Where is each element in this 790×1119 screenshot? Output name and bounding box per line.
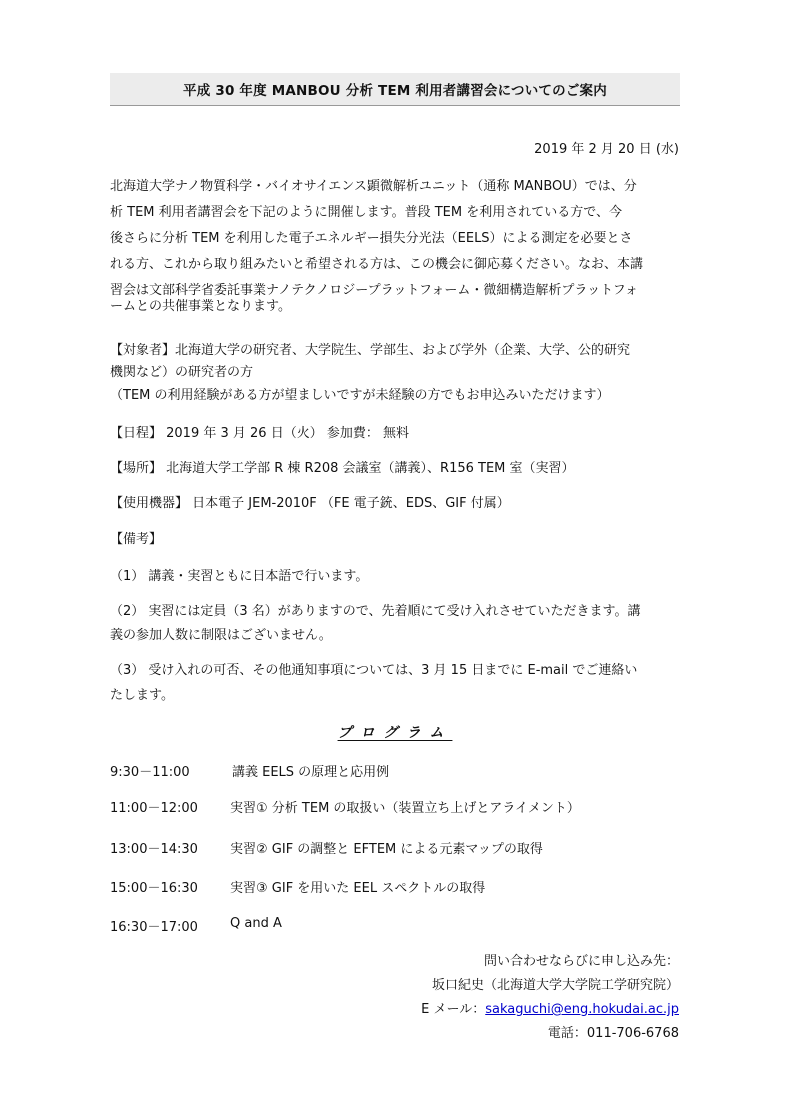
program-time: 16:30－17:00: [110, 920, 198, 935]
document-title: [110, 73, 680, 106]
schedule-line: 【日程】 2019 年 3 月 26 日（火） 参加費： 無料: [110, 426, 409, 441]
intro-line: れる方、これから取り組みたいと希望される方は、この機会に御応募ください。なお、本講: [110, 257, 644, 272]
program-title: プログラム: [337, 725, 453, 741]
intro-line: ームとの共催事業となります。: [110, 299, 291, 314]
note-item: （3） 受け入れの可否、その他通知事項については、3 月 15 日までに E-mail でご連絡い: [110, 663, 638, 678]
notes-heading: 【備考】: [110, 532, 163, 547]
program-desc: 実習① 分析 TEM の取扱い（装置立ち上げとアライメント）: [230, 801, 580, 816]
note-item: （2） 実習には定員（3 名）がありますので、先着順にて受け入れさせていただきます。講: [110, 604, 641, 619]
program-time: 15:00－16:30: [110, 881, 198, 896]
document-title-text: 平成 30 年度 MANBOU 分析 TEM 利用者講習会についてのご案内: [183, 83, 607, 99]
contact-email-label: E メール：: [421, 1002, 486, 1017]
contact-person: 坂口紀史（北海道大学大学院工学研究院）: [431, 978, 679, 993]
program-time: 9:30－11:00: [110, 765, 190, 780]
note-item: （1） 講義・実習ともに日本語で行います。: [110, 569, 369, 584]
contact-heading: 問い合わせならびに申し込み先：: [483, 954, 679, 969]
program-desc: 講義 EELS の原理と応用例: [232, 765, 390, 780]
program-time: 11:00－12:00: [110, 801, 198, 816]
note-item-cont: 義の参加人数に制限はございません。: [110, 628, 332, 643]
note-item-cont: たします。: [110, 688, 174, 703]
contact-email-link[interactable]: sakaguchi@eng.hokudai.ac.jp: [485, 1002, 679, 1017]
intro-line: 析 TEM 利用者講習会を下記のように開催します。普段 TEM を利用されている方で、今: [110, 205, 622, 220]
target-line: 機関など）の研究者の方: [110, 365, 254, 380]
target-line: 【対象者】北海道大学の研究者、大学院生、学部生、および学外（企業、大学、公的研究: [110, 343, 631, 358]
equipment-line: 【使用機器】 日本電子 JEM-2010F （FE 電子銃、EDS、GIF 付属）: [110, 496, 510, 511]
intro-line: 習会は文部科学省委託事業ナノテクノロジープラットフォーム・微細構造解析プラットフォ: [110, 283, 639, 298]
program-desc: 実習③ GIF を用いた EEL スペクトルの取得: [230, 881, 486, 896]
program-desc: 実習② GIF の調整と EFTEM による元素マップの取得: [230, 842, 543, 857]
program-time: 13:00－14:30: [110, 842, 198, 857]
issue-date: 2019 年 2 月 20 日 (水): [534, 142, 679, 157]
program-desc: Q and A: [230, 916, 282, 931]
venue-line: 【場所】 北海道大学工学部 R 棟 R208 会議室（講義）、R156 TEM 室（実習）: [110, 461, 575, 476]
intro-line: 北海道大学ナノ物質科学・バイオサイエンス顕微解析ユニット（通称 MANBOU）では、分: [110, 179, 637, 194]
intro-line: 後さらに分析 TEM を利用した電子エネルギー損失分光法（EELS）による測定を必要とさ: [110, 231, 633, 246]
contact-phone: 電話：011-706-6768: [547, 1026, 679, 1041]
contact-email-row: [421, 998, 679, 1017]
target-note: （TEM の利用経験がある方が望ましいですが未経験の方でもお申込みいただけます）: [110, 388, 610, 403]
